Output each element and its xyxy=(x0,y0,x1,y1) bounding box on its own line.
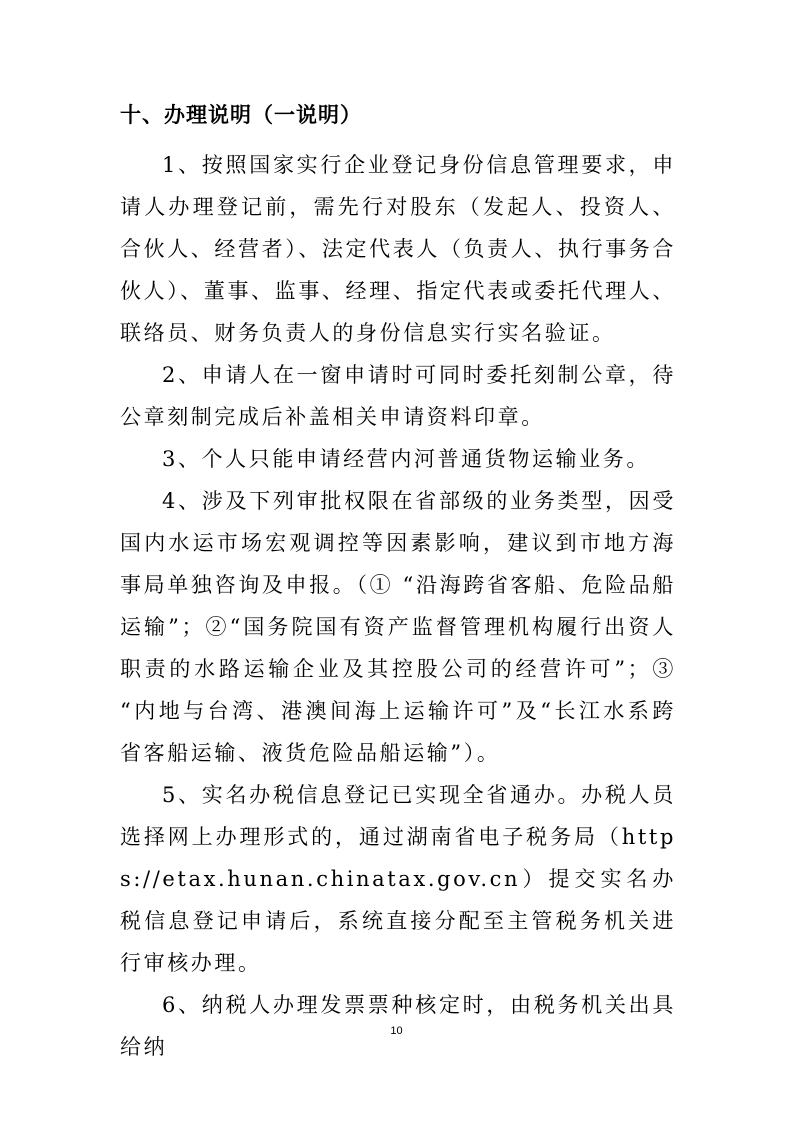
note-paragraph-6: 6、纳税人办理发票票种核定时，由税务机关出具给纳 xyxy=(120,993,676,1059)
section-heading: 十、办理说明（一说明） xyxy=(120,103,362,127)
note-paragraph-5: 5、实名办税信息登记已实现全省通办。办税人员选择网上办理形式的，通过湖南省电子税务局（https://etax.hunan.chinatax.gov.cn）提交实名办税信息登记申请后，系统直接分配至主管税务机关进行审核办理。 xyxy=(120,783,676,975)
note-paragraph-2: 2、申请人在一窗申请时可同时委托刻制公章，待公章刻制完成后补盖相关申请资料印章。 xyxy=(120,363,676,429)
note-paragraph-4: 4、涉及下列审批权限在省部级的业务类型，因受国内水运市场宏观调控等因素影响，建议到市地方海事局单独咨询及申报。（① “沿海跨省客船、危险品船运输”；②“国务院国有资产监督管理机构履行出资人职责的水路运输企业及其控股公司的经营许可”；③ “内地与台湾、港澳间海上运输许可”及“长江水系跨省客船运输、液货危险品船运输”）。 xyxy=(120,489,676,765)
page-number: 10 xyxy=(390,1025,403,1037)
note-paragraph-1: 1、按照国家实行企业登记身份信息管理要求，申请人办理登记前，需先行对股东（发起人、投资人、合伙人、经营者）、法定代表人（负责人、执行事务合伙人）、董事、监事、经理、指定代表或委托代理人、联络员、财务负责人的身份信息实行实名验证。 xyxy=(120,153,676,345)
document-page xyxy=(120,100,676,1068)
note-paragraph-3: 3、个人只能申请经营内河普通货物运输业务。 xyxy=(162,447,650,471)
